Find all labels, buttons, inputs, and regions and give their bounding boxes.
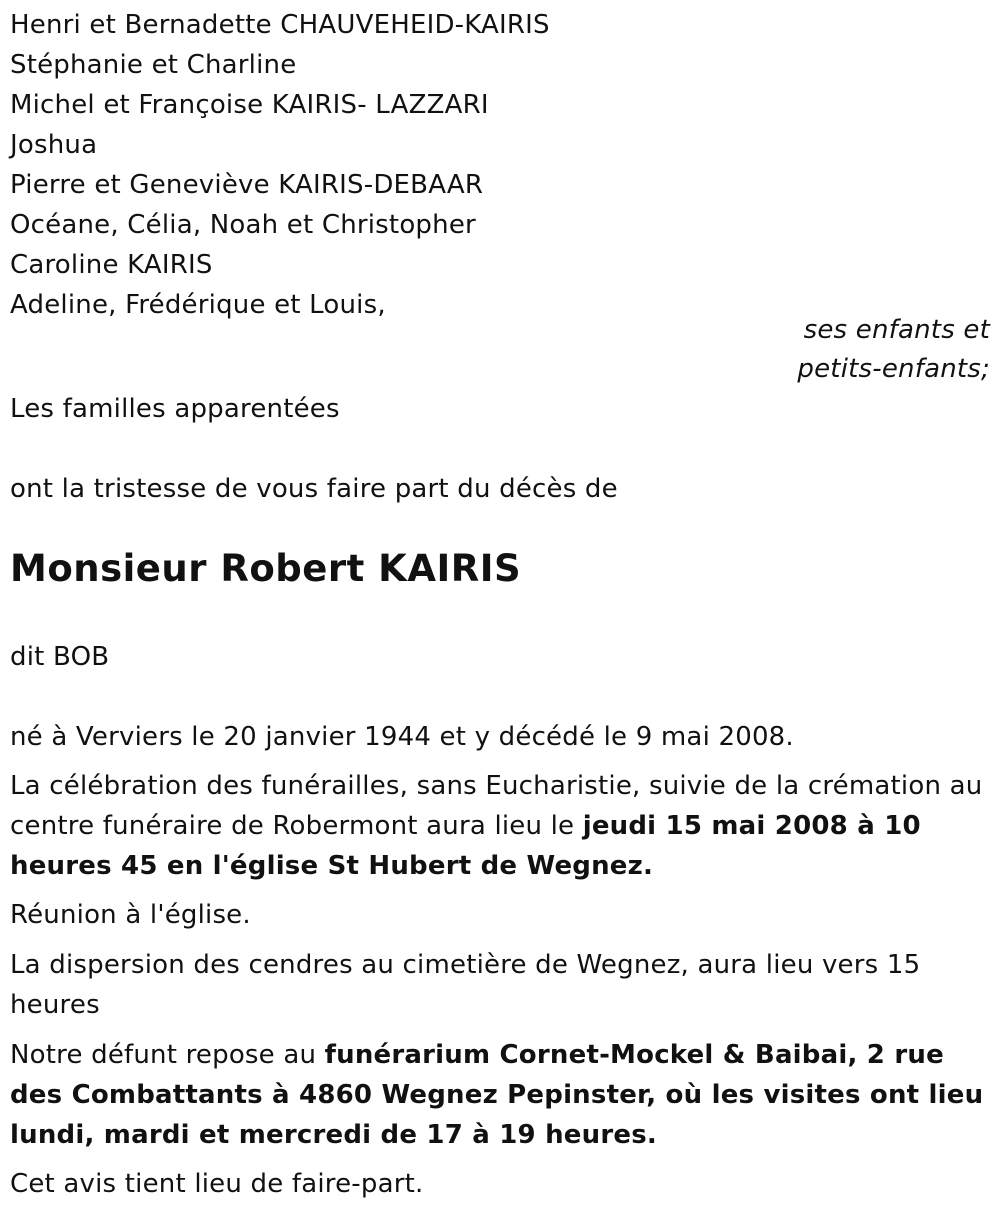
- family-line: Pierre et Geneviève KAIRIS-DEBAAR: [10, 170, 484, 200]
- family-line: Adeline, Frédérique et Louis,: [10, 290, 386, 320]
- dispersion: La dispersion des cendres au cimetière de Wegnez, aura lieu vers 15 heures: [10, 950, 921, 1020]
- family-line: Joshua: [10, 130, 98, 160]
- family-line: Océane, Célia, Noah et Christopher: [10, 210, 476, 240]
- ceremony-details: jeudi 15 mai 2008 à 10 heures 45 en l'église St Hubert de Wegnez.: [10, 811, 921, 881]
- reunion: Réunion à l'église.: [10, 900, 251, 930]
- birth-death: né à Verviers le 20 janvier 1944 et y décédé le 9 mai 2008.: [10, 722, 794, 752]
- deceased-name: Monsieur Robert KAIRIS: [10, 547, 522, 590]
- relation-line-2: petits-enfants;: [797, 354, 990, 384]
- repose-details: funérarium Cornet-Mockel & Baibai, 2 rue des Combattants à 4860 Wegnez Pepinster, où les visites ont lieu lundi, mardi et mercredi de 17 à 19 heures.: [10, 1040, 984, 1150]
- ceremony-text: La célébration des funérailles, sans Eucharistie, suivie de la crémation au centre funéraire de Robermont aura lieu le: [10, 771, 983, 841]
- family-line: Henri et Bernadette CHAUVEHEID-KAIRIS: [10, 10, 550, 40]
- closing: Cet avis tient lieu de faire-part.: [10, 1169, 424, 1199]
- relation-line-1: ses enfants et: [803, 315, 990, 345]
- repose-text: Notre défunt repose au: [10, 1040, 325, 1070]
- nickname: dit BOB: [10, 642, 110, 672]
- family-line: Michel et Françoise KAIRIS- LAZZARI: [10, 90, 489, 120]
- relatives: Les familles apparentées: [10, 394, 340, 424]
- repose-paragraph: [10, 1035, 990, 1155]
- announcement: ont la tristesse de vous faire part du décès de: [10, 474, 618, 504]
- ceremony-paragraph: [10, 766, 990, 886]
- family-line: Stéphanie et Charline: [10, 50, 297, 80]
- family-line: Caroline KAIRIS: [10, 250, 213, 280]
